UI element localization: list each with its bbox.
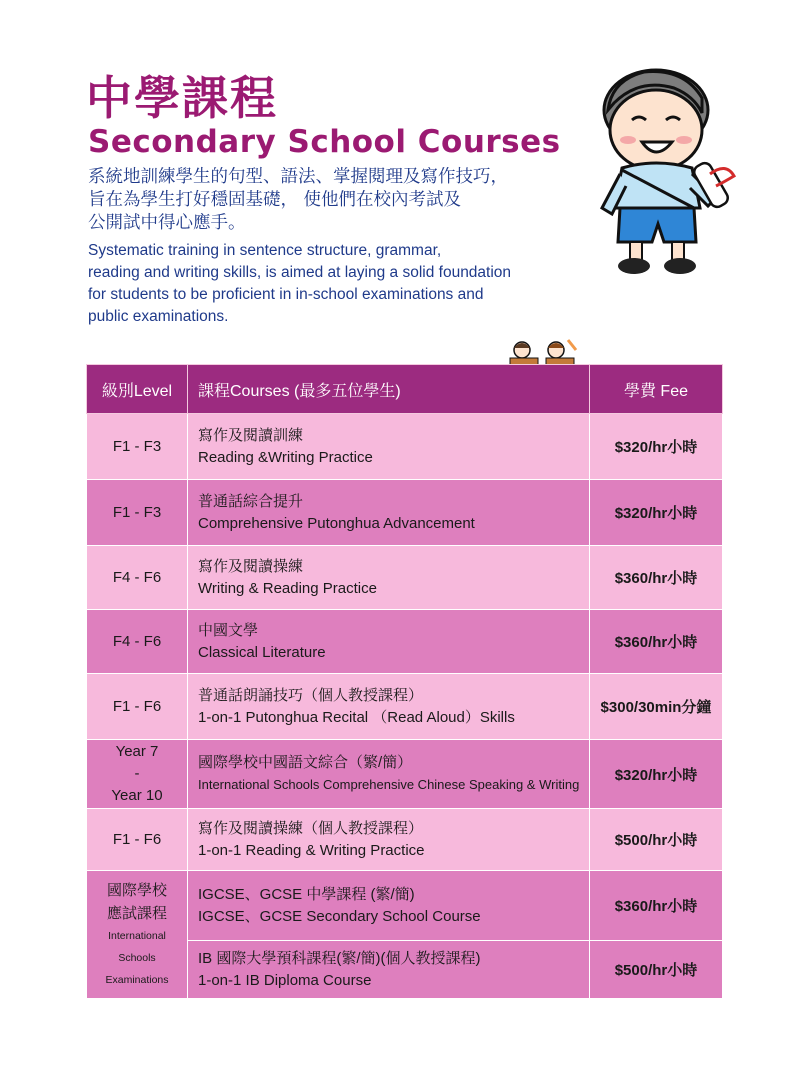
- table-header-row: [87, 365, 723, 414]
- intro-text-en: [88, 240, 568, 328]
- fee-cell: $320/hr小時: [590, 740, 723, 809]
- intro-text-zh: [88, 166, 538, 235]
- course-name-zh: 普通話朗誦技巧（個人教授課程）: [198, 686, 424, 704]
- level-cell: F4 - F6: [87, 546, 188, 610]
- course-cell: [188, 809, 590, 871]
- course-name-en: IGCSE、GCSE Secondary School Course: [198, 907, 481, 925]
- fee-cell: $360/hr小時: [590, 871, 723, 941]
- table-row: [87, 871, 723, 941]
- level-line: Examinations: [105, 973, 169, 986]
- level-line: 應試課程: [106, 904, 167, 922]
- course-name-en: Comprehensive Putonghua Advancement: [198, 514, 475, 532]
- header-level: 級別Level: [87, 365, 188, 414]
- level-line: 國際學校: [106, 881, 167, 899]
- level-cell: [87, 740, 188, 809]
- fee-cell: $360/hr小時: [590, 546, 723, 610]
- table-row: [87, 740, 723, 809]
- course-cell: [188, 546, 590, 610]
- course-cell: [188, 740, 590, 809]
- intro-en-line: public examinations.: [88, 308, 229, 325]
- intro-zh-line: 系統地訓練學生的句型、語法、掌握閱理及寫作技巧，: [88, 167, 508, 187]
- fee-cell: $360/hr小時: [590, 610, 723, 674]
- course-name-en: 1-on-1 Putonghua Recital （Read Aloud）Skills: [198, 708, 515, 726]
- course-name-en: Reading &Writing Practice: [198, 448, 373, 466]
- intro-zh-line: 公開試中得心應手。: [88, 213, 246, 233]
- table-row: [87, 610, 723, 674]
- level-line: International: [108, 929, 166, 942]
- course-cell: [188, 941, 590, 999]
- course-name-en: 1-on-1 IB Diploma Course: [198, 971, 372, 989]
- page-title-zh: 中學課程: [86, 71, 278, 125]
- course-cell: [188, 414, 590, 480]
- course-name-zh: 國際學校中國語文綜合（繁/簡）: [198, 754, 413, 771]
- intro-en-line: reading and writing skills, is aimed at laying a solid foundation: [88, 264, 512, 281]
- course-name-zh: 中國文學: [198, 621, 259, 639]
- fee-cell: $320/hr小時: [590, 414, 723, 480]
- course-name-en: 1-on-1 Reading & Writing Practice: [198, 841, 425, 859]
- course-name-en: Classical Literature: [198, 643, 326, 661]
- intro-en-line: Systematic training in sentence structure, grammar,: [88, 242, 442, 259]
- level-cell: F4 - F6: [87, 610, 188, 674]
- mascot-boy-icon: [584, 58, 754, 280]
- course-name-en: Writing & Reading Practice: [198, 579, 377, 597]
- level-cell: F1 - F6: [87, 674, 188, 740]
- level-line: Year 7: [115, 743, 159, 760]
- course-cell: [188, 480, 590, 546]
- course-cell: [188, 674, 590, 740]
- course-name-en: International Schools Comprehensive Chinese Speaking & Writing: [198, 777, 580, 792]
- course-name-zh: 寫作及閱讀操練: [198, 557, 304, 575]
- course-name-zh: IGCSE、GCSE 中學課程 (繁/簡): [198, 885, 415, 903]
- level-cell: F1 - F6: [87, 809, 188, 871]
- fee-cell: $320/hr小時: [590, 480, 723, 546]
- fee-cell: $500/hr小時: [590, 941, 723, 999]
- level-cell: F1 - F3: [87, 480, 188, 546]
- course-table: [86, 364, 723, 999]
- course-cell: [188, 871, 590, 941]
- fee-cell: $500/hr小時: [590, 809, 723, 871]
- level-line: Year 10: [111, 787, 163, 804]
- fee-cell: $300/30min分鐘: [590, 674, 723, 740]
- level-cell: F1 - F3: [87, 414, 188, 480]
- course-name-zh: 寫作及閱讀操練（個人教授課程）: [198, 819, 424, 837]
- level-line: -: [134, 765, 140, 782]
- table-row: [87, 546, 723, 610]
- table-row: [87, 809, 723, 871]
- course-name-zh: IB 國際大學預科課程(繁/簡)(個人教授課程): [198, 949, 481, 967]
- page-title-en: Secondary School Courses: [88, 124, 561, 160]
- table-row: [87, 414, 723, 480]
- intro-zh-line: 旨在為學生打好穩固基礎， 使他們在校內考試及: [88, 190, 462, 210]
- table-row: [87, 480, 723, 546]
- course-name-zh: 普通話綜合提升: [198, 492, 304, 510]
- course-cell: [188, 610, 590, 674]
- table-row: [87, 674, 723, 740]
- intro-en-line: for students to be proficient in in-school examinations and: [88, 286, 484, 303]
- header-courses: 課程Courses (最多五位學生): [188, 365, 590, 414]
- header-fee: 學費 Fee: [590, 365, 723, 414]
- course-name-zh: 寫作及閱讀訓練: [198, 426, 304, 444]
- level-cell: [87, 871, 188, 999]
- level-line: Schools: [118, 951, 156, 964]
